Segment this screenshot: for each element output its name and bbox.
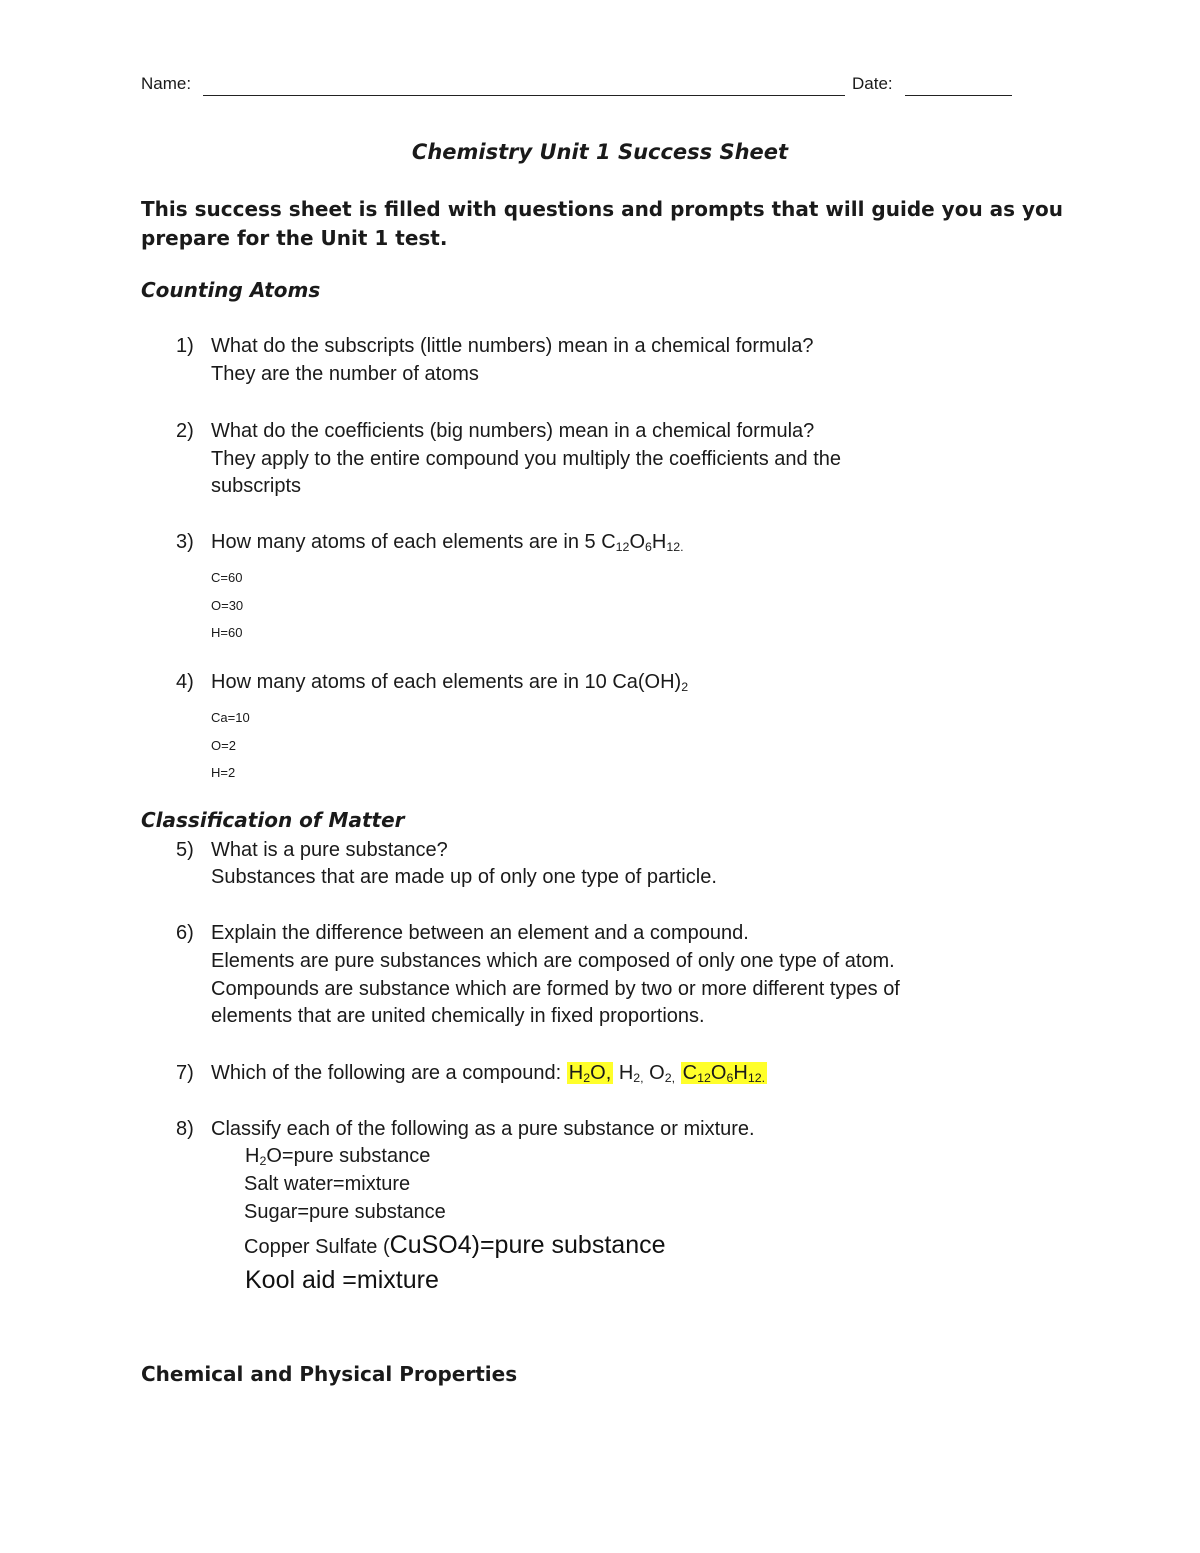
- date-label: Date:: [852, 74, 893, 93]
- question-text: Explain the difference between an element and a compound.: [211, 922, 749, 944]
- answer-count: C=60: [211, 570, 243, 585]
- question-text: Which of the following are a compound: $H_2O$, $H_{2,}$ $O_{2,}$ $C_{12}O_6H_{12.}$: [211, 1062, 766, 1086]
- intro-line-1: This success sheet is filled with questions and prompts that will guide you as you: [141, 197, 1064, 221]
- question-number: 7): [176, 1062, 194, 1084]
- question-number: 4): [176, 671, 194, 693]
- intro-line-2: prepare for the Unit 1 test.: [141, 226, 448, 250]
- answer-text: They are the number of atoms: [211, 363, 479, 385]
- highlighted-answer: $C_{12}O_6H_{12.}$: [682, 1062, 766, 1086]
- question-number: 2): [176, 420, 194, 442]
- answer-text: $H_2O=pure$ substance: [245, 1145, 431, 1169]
- page-title: Chemistry Unit 1 Success Sheet: [411, 140, 789, 164]
- answer-text: elements that are united chemically in fixed proportions.: [211, 1005, 705, 1027]
- section-heading-properties: Chemical and Physical Properties: [141, 1362, 518, 1386]
- name-line[interactable]: [203, 95, 845, 96]
- question-text: Classify each of the following as a pure substance or mixture.: [211, 1118, 755, 1140]
- question-number: 1): [176, 335, 194, 357]
- question-text: How many atoms of each elements are in 10 $Ca(OH)_2$: [211, 671, 689, 695]
- question-text: What do the subscripts (little numbers) mean in a chemical formula?: [211, 335, 814, 357]
- answer-text: Salt water=mixture: [244, 1173, 411, 1195]
- answer-text: Kool aid =mixture: [245, 1266, 439, 1294]
- name-label: Name:: [141, 74, 192, 93]
- question-text: How many atoms of each elements are in 5 $C_{12}O_6H_{12.}$: [211, 531, 684, 555]
- answer-count: O=2: [211, 738, 236, 753]
- question-text: What is a pure substance?: [211, 839, 448, 861]
- section-heading-classification: Classification of Matter: [141, 808, 405, 832]
- question-number: 5): [176, 839, 194, 861]
- answer-count: H=2: [211, 765, 236, 780]
- answer-text: Sugar=pure substance: [244, 1201, 446, 1223]
- question-text: What do the coefficients (big numbers) mean in a chemical formula?: [211, 420, 815, 442]
- answer-text: They apply to the entire compound you multiply the coefficients and the: [211, 448, 842, 470]
- section-heading-counting-atoms: Counting Atoms: [141, 278, 321, 302]
- answer-text: subscripts: [211, 475, 302, 497]
- answer-count: H=60: [211, 625, 243, 640]
- answer-text: Substances that are made up of only one type of particle.: [211, 866, 717, 888]
- question-number: 8): [176, 1118, 194, 1140]
- date-line[interactable]: [905, 95, 1012, 96]
- question-number: 6): [176, 922, 194, 944]
- answer-count: Ca=10: [211, 710, 250, 725]
- answer-text: Elements are pure substances which are composed of only one type of atom.: [211, 950, 895, 972]
- answer-count: O=30: [211, 598, 244, 613]
- question-number: 3): [176, 531, 194, 553]
- answer-text: Copper Sulfate (CuSO4)=pure substance: [244, 1231, 666, 1259]
- highlighted-answer: $H_2O$,: [568, 1062, 612, 1086]
- answer-text: Compounds are substance which are formed by two or more different types of: [211, 978, 900, 1000]
